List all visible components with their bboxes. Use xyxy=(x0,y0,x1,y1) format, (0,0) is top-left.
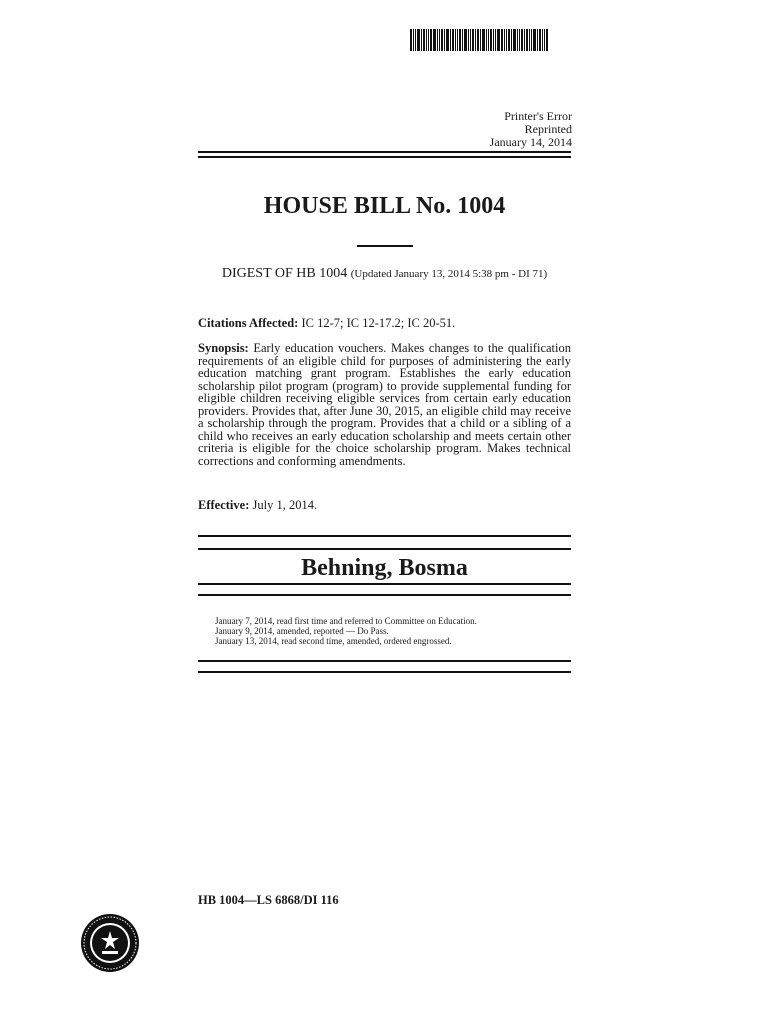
digest-updated: (Updated January 13, 2014 5:38 pm - DI 71) xyxy=(350,268,548,280)
state-seal-icon xyxy=(80,913,140,973)
reprinted-label: Reprinted xyxy=(524,122,572,136)
divider xyxy=(198,535,571,537)
effective-date xyxy=(198,498,317,513)
digest-title: DIGEST OF HB 1004 xyxy=(221,266,348,281)
synopsis xyxy=(198,342,571,467)
divider xyxy=(198,156,571,158)
divider xyxy=(198,548,571,550)
divider xyxy=(198,671,571,673)
history-item: January 7, 2014, read first time and referred to Committee on Education. xyxy=(215,616,477,626)
divider xyxy=(198,660,571,662)
reprint-header xyxy=(490,110,572,149)
digest-heading xyxy=(198,266,571,282)
legislative-history xyxy=(215,616,477,646)
printer-error-label: Printer's Error xyxy=(504,109,572,123)
effective-value: July 1, 2014. xyxy=(252,498,318,512)
history-item: January 13, 2014, read second time, amended, ordered engrossed. xyxy=(215,636,452,646)
effective-label: Effective: xyxy=(198,498,250,512)
citations-affected xyxy=(198,316,455,331)
title-underline xyxy=(357,245,413,247)
reprint-date: January 14, 2014 xyxy=(489,135,572,149)
bill-title: HOUSE BILL No. 1004 xyxy=(263,193,506,219)
bill-identifier: HB 1004—LS 6868/DI 116 xyxy=(198,893,339,907)
synopsis-label: Synopsis: xyxy=(198,341,249,355)
divider xyxy=(198,583,571,585)
citations-value: IC 12-7; IC 12-17.2; IC 20-51. xyxy=(301,316,456,330)
citations-label: Citations Affected: xyxy=(198,316,299,330)
synopsis-text: Early education vouchers. Makes changes to the qualification requirements of an eligible child for purposes of administering the early education matching grant program. Establishes the early education scholarship pilot program (program) to provide supplemental funding for eligible children receiving eligible services from certain early education providers. Provides that, after June 30, 2015, an eligible child may receive a scholarship through the program. Provides that a child or a sibling of a child who receives an early education scholarship and meets certain other criteria is eligible for the choice scholarship program. Makes technical corrections and conforming amendments. xyxy=(198,341,571,468)
divider xyxy=(198,151,571,153)
divider xyxy=(198,594,571,596)
history-item: January 9, 2014, amended, reported — Do Pass. xyxy=(215,626,389,636)
bill-authors: Behning, Bosma xyxy=(301,555,468,581)
barcode-icon xyxy=(410,29,588,51)
